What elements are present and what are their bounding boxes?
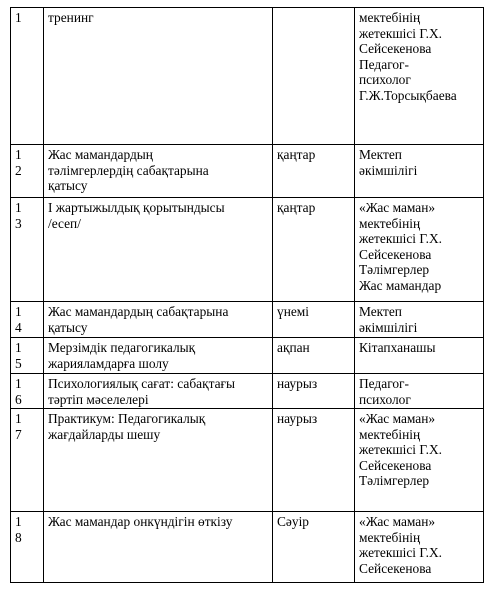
responsible-cell: Мектеп әкімшілігі bbox=[355, 145, 484, 198]
activity-cell: Жас мамандардың сабақтарына қатысу bbox=[44, 302, 273, 338]
time-cell: Сәуір bbox=[273, 512, 355, 583]
table-row bbox=[11, 409, 484, 512]
responsible-cell: Кітапханашы bbox=[355, 338, 484, 374]
activity-cell: Жас мамандар онкүндігін өткізу bbox=[44, 512, 273, 583]
activity-cell: Практикум: Педагогикалық жағдайларды шешу bbox=[44, 409, 273, 512]
time-cell: наурыз bbox=[273, 374, 355, 409]
table-row bbox=[11, 198, 484, 302]
row-number: 1 5 bbox=[11, 338, 44, 374]
responsible-cell: «Жас маман» мектебінің жетекшісі Г.Х. Сейсекенова Тәлімгерлер Жас мамандар bbox=[355, 198, 484, 302]
responsible-cell: «Жас маман» мектебінің жетекшісі Г.Х. Сейсекенова Тәлімгерлер bbox=[355, 409, 484, 512]
time-cell bbox=[273, 8, 355, 145]
responsible-cell: мектебінің жетекшісі Г.Х. Сейсекенова Педагог- психолог Г.Ж.Торсықбаева bbox=[355, 8, 484, 145]
table-row bbox=[11, 374, 484, 409]
time-cell: қаңтар bbox=[273, 145, 355, 198]
activity-cell: тренинг bbox=[44, 8, 273, 145]
row-number: 1 4 bbox=[11, 302, 44, 338]
table-row bbox=[11, 8, 484, 145]
row-number: 1 8 bbox=[11, 512, 44, 583]
activity-cell: Мерзімдік педагогикалық жарияламдарға шолу bbox=[44, 338, 273, 374]
responsible-cell: Мектеп әкімшілігі bbox=[355, 302, 484, 338]
activity-cell: І жартыжылдық қорытындысы /есеп/ bbox=[44, 198, 273, 302]
time-cell: ақпан bbox=[273, 338, 355, 374]
event-plan-table bbox=[10, 7, 484, 583]
time-cell: наурыз bbox=[273, 409, 355, 512]
row-number: 1 7 bbox=[11, 409, 44, 512]
table-row bbox=[11, 338, 484, 374]
responsible-cell: «Жас маман» мектебінің жетекшісі Г.Х. Сейсекенова bbox=[355, 512, 484, 583]
row-number: 1 6 bbox=[11, 374, 44, 409]
row-number: 1 2 bbox=[11, 145, 44, 198]
row-number: 1 bbox=[11, 8, 44, 145]
row-number: 1 3 bbox=[11, 198, 44, 302]
activity-cell: Психологиялық сағат: сабақтағы тәртіп мәселелері bbox=[44, 374, 273, 409]
table-row bbox=[11, 512, 484, 583]
time-cell: үнемі bbox=[273, 302, 355, 338]
responsible-cell: Педагог- психолог bbox=[355, 374, 484, 409]
event-plan-body bbox=[11, 8, 484, 583]
activity-cell: Жас мамандардың тәлімгерлердің сабақтарына қатысу bbox=[44, 145, 273, 198]
table-row bbox=[11, 145, 484, 198]
time-cell: қаңтар bbox=[273, 198, 355, 302]
table-row bbox=[11, 302, 484, 338]
